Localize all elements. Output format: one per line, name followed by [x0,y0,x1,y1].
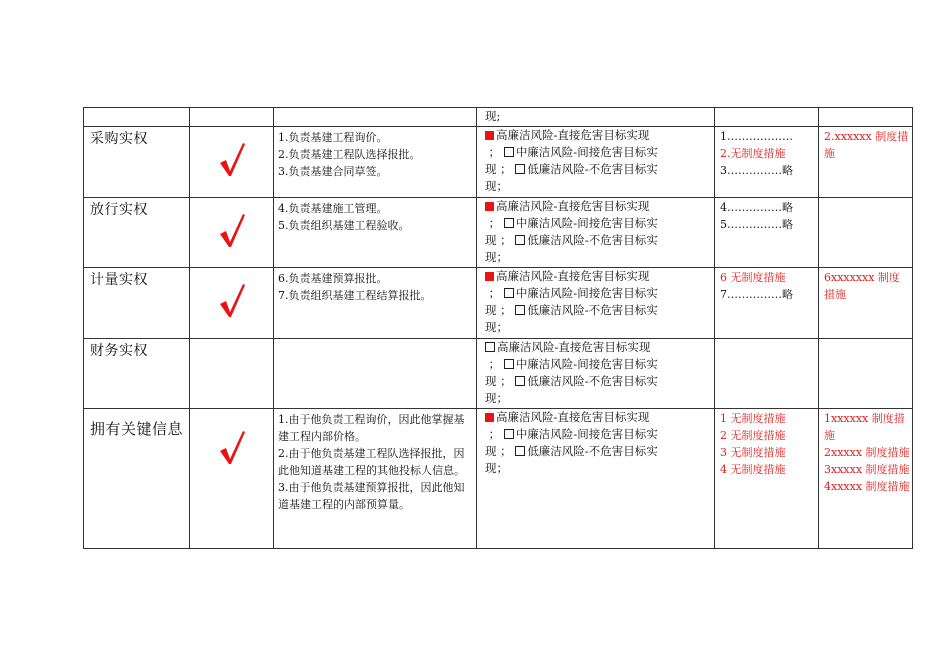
table-row [84,198,913,268]
measure-item: 2 无制度措施 [720,429,786,442]
risk-mid: 中廉洁风险-间接危害目标实 [515,427,658,441]
empty-square-icon [515,446,525,456]
duty-item: 1.由于他负责工程询价，因此他掌握基建工程内部价格。 [278,413,465,443]
table-row-continuation [84,108,913,127]
risk-low: 低廉洁风险-不危害目标实 [527,303,658,317]
risk-mid: 中廉洁风险-间接危害目标实 [515,145,658,159]
check-mark-icon [217,141,247,177]
cell-duties [274,339,477,409]
note-item: 1xxxxxx 制度措施 [824,412,905,442]
risk-mid: 中廉洁风险-间接危害目标实 [515,286,658,300]
row-name: 财务实权 [84,339,190,409]
empty-square-icon [515,164,525,174]
empty-square-icon [504,147,514,157]
cell-check [190,409,274,549]
cell-check [190,198,274,268]
risk-table [83,107,913,549]
risk-separator: ； [500,303,512,317]
duty-item: 4.负责基建施工管理。 [278,202,388,215]
note-item: 2.xxxxxx 制度措施 [824,130,909,160]
cell-risk [477,409,715,549]
risk-separator: ； [488,286,501,300]
empty-square-icon [485,342,495,352]
cell-measures [715,198,819,268]
row-name: 计量实权 [84,268,190,339]
check-mark-icon [217,212,247,248]
measure-item: 3……………略 [720,164,793,177]
cell-duties [274,108,477,127]
cell-notes [819,268,913,339]
row-name: 采购实权 [84,127,190,198]
risk-separator: ； [500,444,512,458]
row-name: 放行实权 [84,198,190,268]
duty-item: 2.负责基建工程队选择报批。 [278,148,421,161]
note-item: 2xxxxx 制度措施 [824,446,910,459]
risk-separator: ； [500,162,512,176]
risk-mid-end: 现 [485,233,497,247]
table-row [84,339,913,409]
risk-low: 低廉洁风险-不危害目标实 [527,444,658,458]
empty-square-icon [515,235,525,245]
cell-duties [274,198,477,268]
cell-notes [819,198,913,268]
measure-item: 7……………略 [720,288,793,301]
table-row [84,127,913,198]
note-item: 6xxxxxxx 制度措施 [824,271,900,301]
cell-check [190,127,274,198]
risk-low: 低廉洁风险-不危害目标实 [527,233,658,247]
duty-item: 3.由于他负责基建预算报批，因此他知道基建工程的内部预算量。 [278,481,465,511]
cell-measures [715,127,819,198]
duty-item: 7.负责组织基建工程结算报批。 [278,289,432,302]
risk-separator: ； [488,216,501,230]
row-name: 拥有关键信息 [84,409,190,549]
risk-high: 高廉洁风险-直接危害目标实现 [497,340,651,354]
cell-risk [477,268,715,339]
risk-mid-end: 现 [485,444,497,458]
table-row [84,409,913,549]
cell-name [84,108,190,127]
cell-measures [715,409,819,549]
checked-square-icon [485,202,494,211]
risk-mid-end: 现 [485,303,497,317]
risk-separator: ； [500,374,512,388]
risk-continuation: 现; [485,109,501,123]
cell-measures [715,108,819,127]
empty-square-icon [515,305,525,315]
note-item: 4xxxxx 制度措施 [824,480,910,493]
risk-separator: ； [488,145,501,159]
risk-low-end: 现； [485,391,508,405]
risk-mid: 中廉洁风险-间接危害目标实 [515,216,658,230]
measure-item: 3 无制度措施 [720,446,786,459]
duty-item: 2.由于他负责基建工程队选择报批，因此他知道基建工程的其他投标人信息。 [278,447,465,477]
table-row [84,268,913,339]
risk-separator: ； [488,427,501,441]
cell-check [190,268,274,339]
cell-check [190,339,274,409]
empty-square-icon [504,429,514,439]
risk-separator: ； [500,233,512,247]
risk-mid-end: 现 [485,162,497,176]
risk-low-end: 现； [485,250,508,264]
measure-item: 6 无制度措施 [720,271,786,284]
risk-low-end: 现； [485,461,508,475]
measure-item: 4……………略 [720,201,793,214]
empty-square-icon [515,376,525,386]
cell-risk [477,198,715,268]
cell-measures [715,268,819,339]
cell-risk [477,108,715,127]
empty-square-icon [504,218,514,228]
check-mark-icon [217,429,247,465]
cell-notes [819,108,913,127]
checked-square-icon [485,413,494,422]
cell-check [190,108,274,127]
empty-square-icon [504,288,514,298]
cell-risk [477,339,715,409]
risk-high: 高廉洁风险-直接危害目标实现 [496,410,650,424]
duty-item: 6.负责基建预算报批。 [278,272,388,285]
duty-item: 3.负责基建合同草签。 [278,165,388,178]
duty-item: 5.负责组织基建工程验收。 [278,219,410,232]
cell-duties [274,268,477,339]
measure-item: 1 无制度措施 [720,412,786,425]
risk-mid: 中廉洁风险-间接危害目标实 [515,357,658,371]
note-item: 3xxxxx 制度措施 [824,463,910,476]
cell-duties [274,409,477,549]
risk-low: 低廉洁风险-不危害目标实 [527,162,658,176]
risk-low: 低廉洁风险-不危害目标实 [527,374,658,388]
measure-item: 1……………… [720,130,793,143]
checked-square-icon [485,131,494,140]
cell-notes [819,127,913,198]
risk-low-end: 现； [485,179,508,193]
risk-separator: ； [488,357,501,371]
measure-item: 5……………略 [720,218,793,231]
check-mark-icon [217,282,247,318]
risk-mid-end: 现 [485,374,497,388]
risk-high: 高廉洁风险-直接危害目标实现 [496,199,650,213]
risk-low-end: 现； [485,320,508,334]
cell-notes [819,339,913,409]
duty-item: 1.负责基建工程询价。 [278,131,388,144]
measure-item: 2.无制度措施 [720,147,786,160]
cell-duties [274,127,477,198]
checked-square-icon [485,272,494,281]
risk-high: 高廉洁风险-直接危害目标实现 [496,128,650,142]
measure-item: 4 无制度措施 [720,463,786,476]
cell-risk [477,127,715,198]
cell-measures [715,339,819,409]
cell-notes [819,409,913,549]
risk-high: 高廉洁风险-直接危害目标实现 [496,269,650,283]
empty-square-icon [504,359,514,369]
